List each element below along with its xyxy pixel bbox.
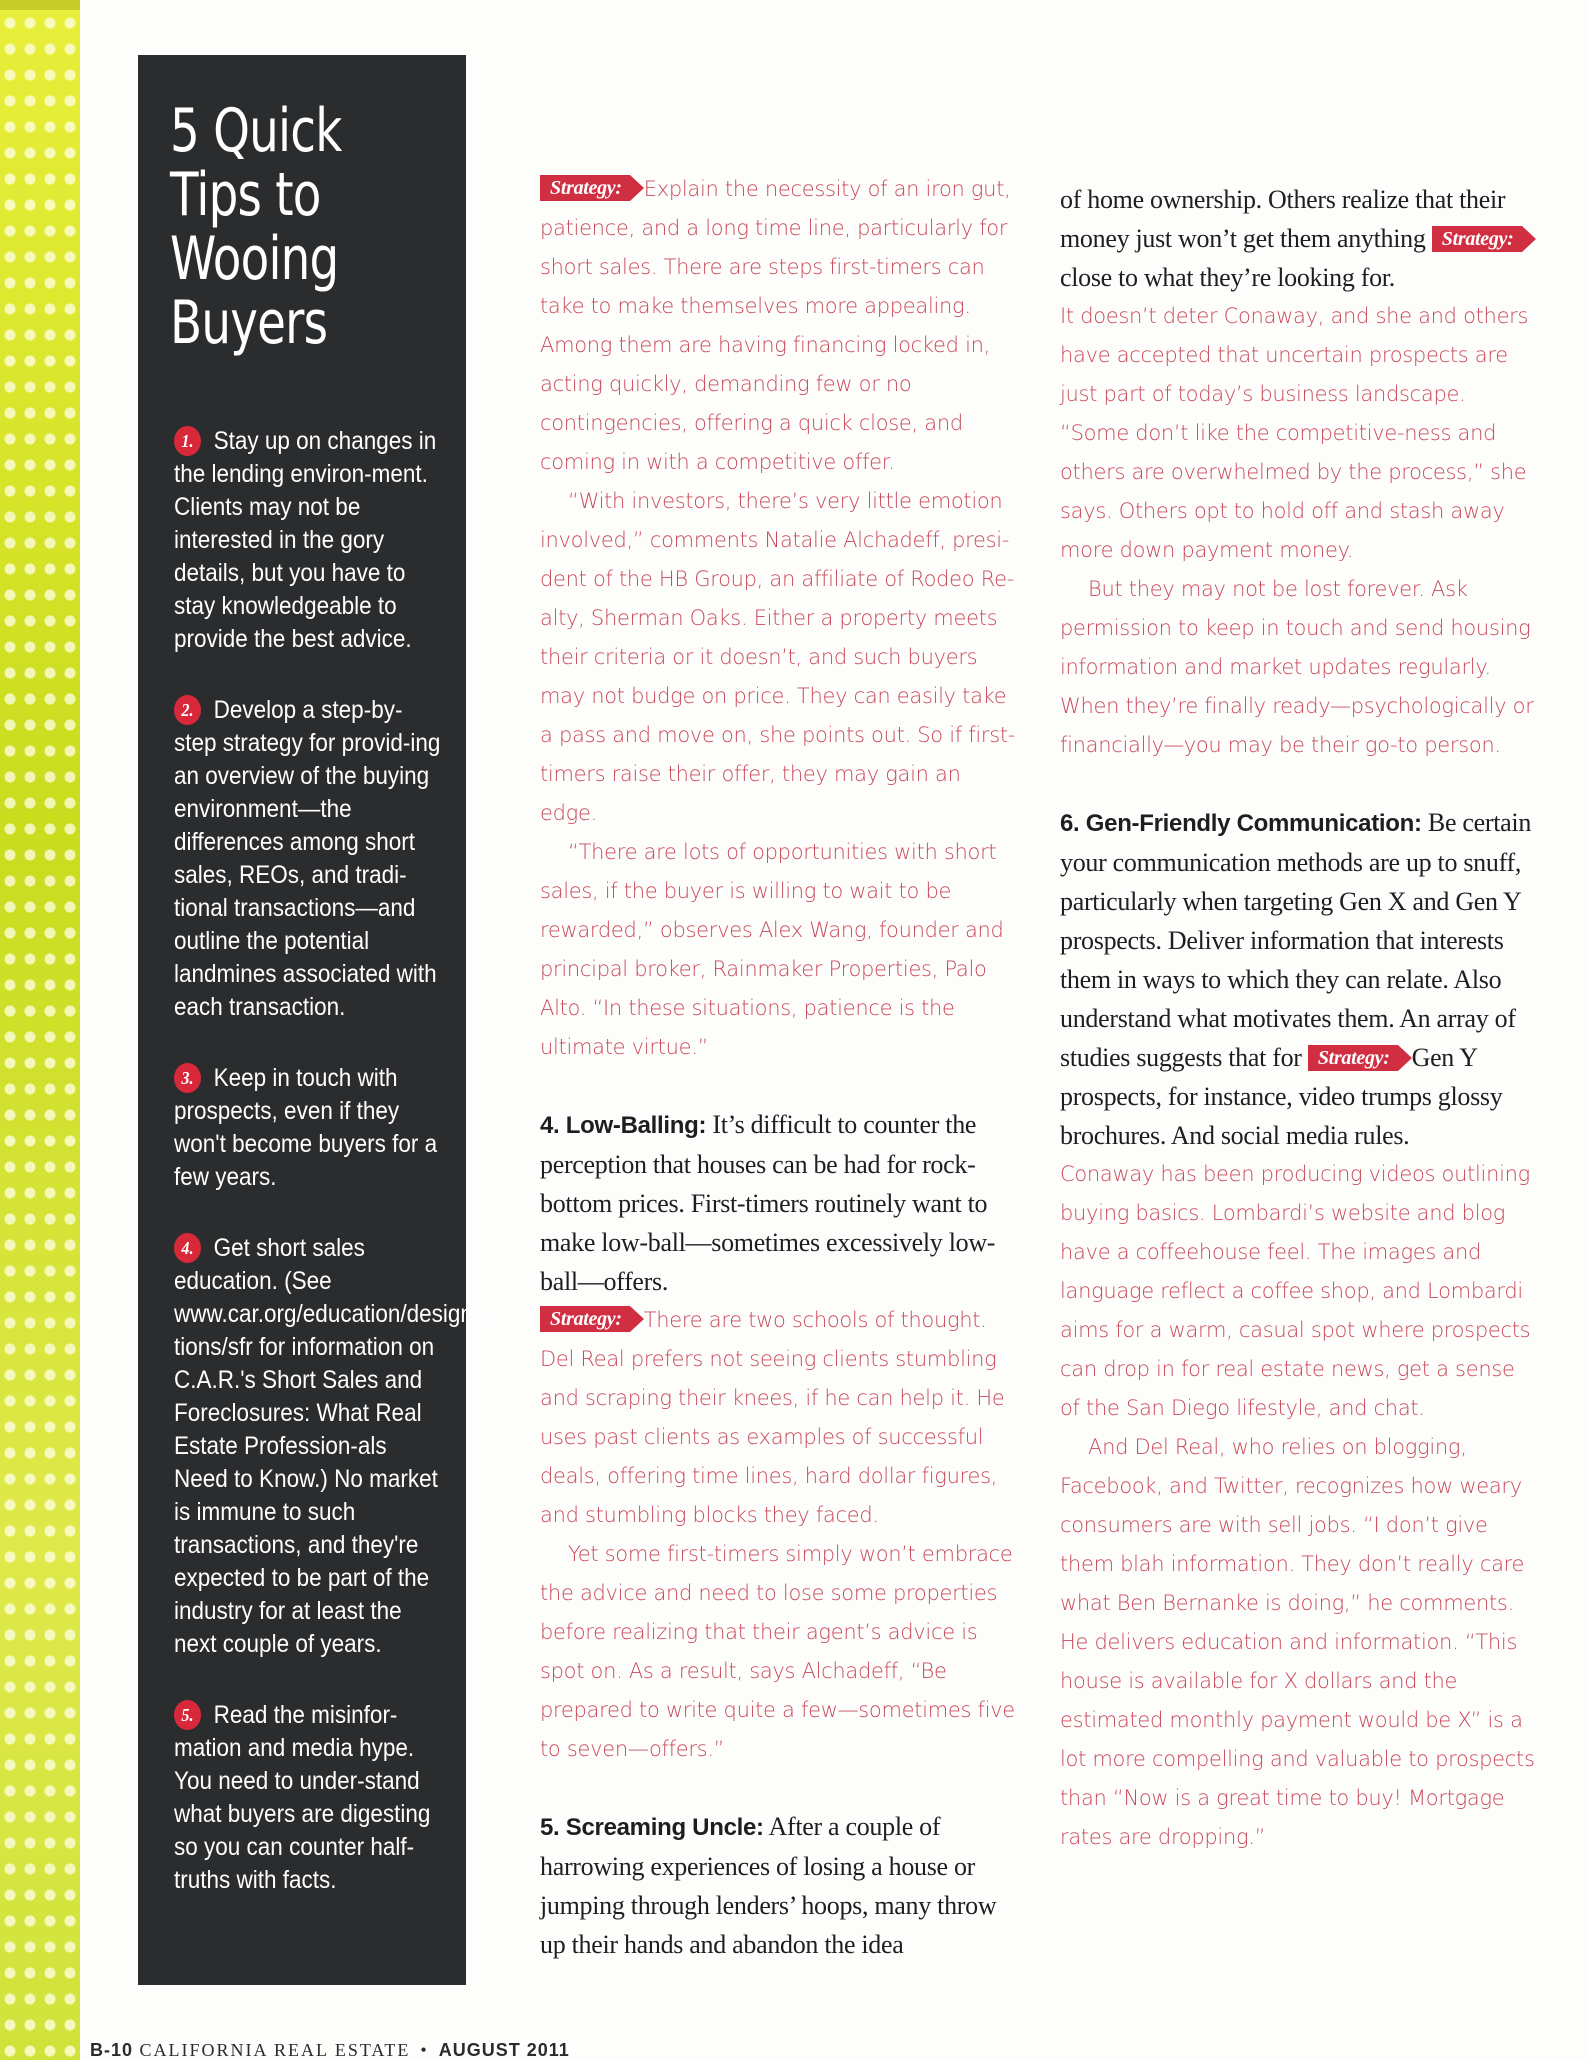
- tip-5: [174, 1699, 444, 1897]
- paragraph: “There are lots of opportunities with short sales, if the buyer is willing to wait to be rewarded,” observes Alex Wang, founder and principal broker, Rainmaker Properties, Palo Alto. “In these situations, patience is the ultimate virtue.”: [540, 840, 1004, 1059]
- paragraph: of home ownership. Others realize that their money just won’t get them anything Strategy:close to what they’re looking for.: [1060, 180, 1540, 297]
- footer-bullet: •: [420, 2040, 429, 2060]
- page-number: B-10: [90, 2040, 134, 2060]
- tip-text: Keep in touch with prospects, even if they won't become buyers for a few years.: [174, 1064, 438, 1191]
- tip-text: Stay up on changes in the lending environ-ment. Clients may not be interested in the gory details, but you have to stay knowledgeable to provide the best advice.: [174, 427, 437, 653]
- section-heading: 4. Low-Balling:: [540, 1112, 707, 1139]
- strategy-tag: Strategy:: [1432, 226, 1522, 252]
- paragraph: Yet some first-timers simply won’t embrace the advice and need to lose some properties before realizing that their agent’s advice is spot on. As a result, says Alchadeff, “Be prepared to write quite a few—sometimes five to seven—offers.”: [540, 1542, 1015, 1761]
- strategy-tag: Strategy:: [540, 1306, 630, 1332]
- decorative-dot-strip: [0, 10, 80, 2060]
- paragraph: But they may not be lost forever. Ask permission to keep in touch and send housing information and market updates regularly. When they’re finally ready—psychologically or financially—you may be their go-to person.: [1060, 577, 1534, 757]
- tip-2: [174, 694, 444, 1024]
- tips-sidebar: [138, 55, 493, 1985]
- section-6: 6. Gen-Friendly Communication: Be certain your communication methods are up to snuff, particularly when targeting Gen X and Gen Y prospects. Deliver information that interests them in ways to which they can relate. Also understand what motivates them. An array of studies suggests that for Strategy: Gen Y prospects, for instance, video trumps glossy brochures. And social media rules.: [1060, 808, 1532, 1150]
- tip-number-badge: 5.: [174, 1700, 201, 1730]
- publication-name: CALIFORNIA REAL ESTATE: [139, 2040, 411, 2060]
- tip-1: [174, 425, 444, 656]
- article-column-right: [1060, 180, 1540, 1857]
- tip-number-badge: 2.: [174, 695, 201, 725]
- tip-text: Read the misinfor-mation and media hype. You need to under-stand what buyers are digesting so you can counter half-truths with facts.: [174, 1701, 431, 1894]
- tip-number-badge: 4.: [174, 1233, 201, 1263]
- issue-date: AUGUST 2011: [438, 2040, 570, 2060]
- tip-number-badge: 3.: [174, 1063, 201, 1093]
- strategy-tag: Strategy:: [1308, 1045, 1398, 1071]
- page-footer: [90, 2040, 570, 2061]
- section-4: 4. Low-Balling: It’s difficult to counter the perception that houses can be had for rock-bottom prices. First-timers routinely want to make low-ball—sometimes excessively low-ball—offers.: [540, 1110, 996, 1296]
- paragraph: Conaway has been producing videos outlining buying basics. Lombardi’s website and blog have a coffeehouse feel. The images and language reflect a coffee shop, and Lombardi aims for a warm, casual spot where prospects can drop in for real estate news, get a sense of the San Diego lifestyle, and chat.: [1060, 1162, 1531, 1420]
- article-column-middle: [540, 170, 1020, 1964]
- section-heading: 6. Gen-Friendly Communication:: [1060, 810, 1422, 837]
- strategy-tag: Strategy:: [540, 175, 630, 201]
- paragraph: It doesn’t deter Conaway, and she and others have accepted that uncertain prospects are just part of today’s business landscape. “Some don’t like the competitive-ness and others are overwhelmed by the process,” she says. Others opt to hold off and stash away more down payment money.: [1060, 304, 1529, 562]
- paragraph: Strategy: Explain the necessity of an iron gut, patience, and a long time line, particularly for short sales. There are steps first-timers can take to make themselves more appealing. Among them are having financing locked in, acting quickly, demanding few or no contingencies, offering a quick close, and coming in with a competitive offer.: [540, 177, 1011, 474]
- sidebar-title: 5 Quick Tips to Wooing Buyers: [170, 96, 342, 358]
- section-heading: 5. Screaming Uncle:: [540, 1814, 764, 1841]
- tip-text: Get short sales education. (See www.car.org/education/designa-tions/sfr for information on C.A.R.'s Short Sales and Foreclosures: What Real Estate Profession-als Need to Know.) No market is immune to such transactions, and they're expected to be part of the industry for at least the next couple of years.: [174, 1234, 493, 1658]
- paragraph: And Del Real, who relies on blogging, Facebook, and Twitter, recognizes how weary consumers are with sell jobs. “I don’t give them blah information. They don’t really care what Ben Bernanke is doing,” he comments. He delivers education and information. “This house is available for X dollars and the estimated monthly payment would be X” is a lot more compelling and valuable to prospects than “Now is a great time to buy! Mortgage rates are dropping.”: [1060, 1435, 1535, 1849]
- paragraph: “With investors, there’s very little emotion involved,” comments Natalie Alchadeff, presi-dent of the HB Group, an affiliate of Rodeo Re-alty, Sherman Oaks. Either a property meets their criteria or it doesn’t, and such buyers may not budge on price. They can easily take a pass and move on, she points out. So if first-timers raise their offer, they may gain an edge.: [540, 489, 1016, 825]
- section-5: 5. Screaming Uncle: After a couple of harrowing experiences of losing a house or jumping through lenders’ hoops, many throw up their hands and abandon the idea: [540, 1812, 997, 1959]
- paragraph: Strategy: There are two schools of thought. Del Real prefers not seeing clients stumbling and scraping their knees, if he can help it. He uses past clients as examples of successful deals, offering time lines, hard dollar figures, and stumbling blocks they faced.: [540, 1308, 1005, 1527]
- tip-3: [174, 1062, 444, 1194]
- tip-number-badge: 1.: [174, 426, 201, 456]
- tip-text: Develop a step-by-step strategy for provid-ing an overview of the buying environment—the differences among short sales, REOs, and tradi-tional transactions—and outline the potential landmines associated with each transaction.: [174, 696, 441, 1021]
- tip-4: [174, 1232, 493, 1661]
